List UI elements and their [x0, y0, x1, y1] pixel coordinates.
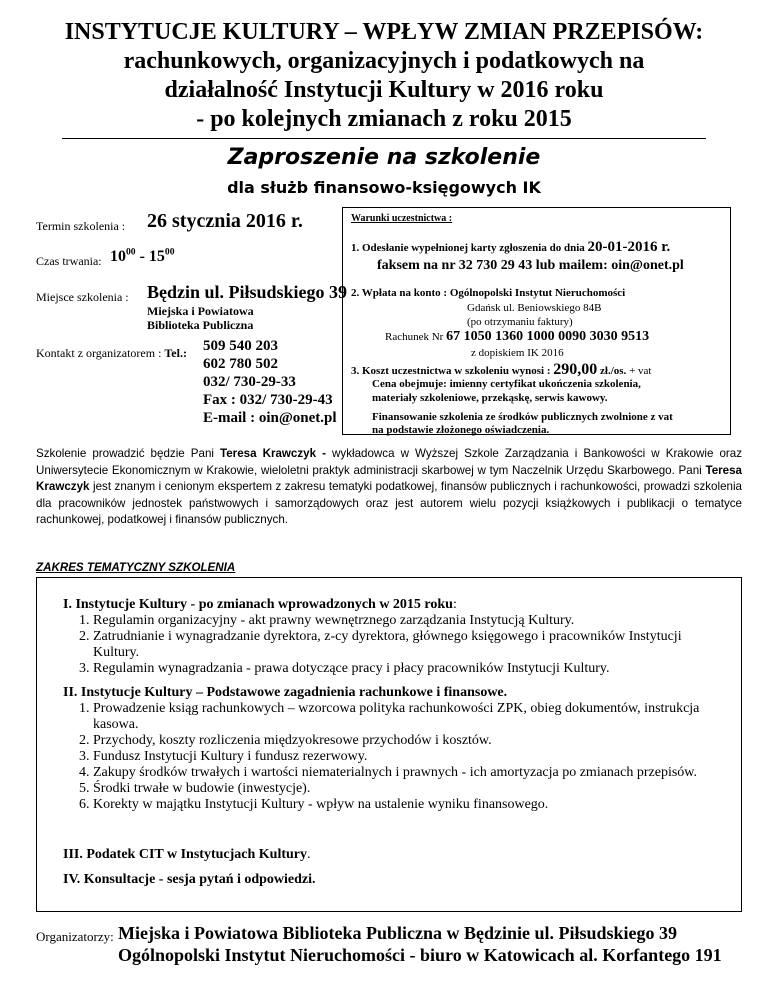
organizers-label: Organizatorzy: — [36, 929, 114, 944]
scope-section-2: II. Instytucje Kultury – Podstawowe zagadnienia rachunkowe i finansowe. 1. Prowadzenie ksiąg rachunkowych – wzorcowa polityka rachunkowości ZPK, obieg dokumentów, instrukcja kasowa. 2. Przychody, koszty rozliczenia międzyokresowe przychodów i kosztów. 3. Fundusz Instytucji Kultury i fundusz rezerwowy. 4. Zakupy środków trwałych i wartości niematerialnych i prawnych - ich amortyzacja po zmianach przepisów. 5. Środki trwałe w budowie (inwestycje). 6. Korekty w majątku Instytucji Kultury - wpływ na ustalenie wyniku finansowego. — [63, 685, 723, 813]
email: E-mail : oin@onet.pl — [203, 410, 337, 426]
contact-label: Kontakt z organizatorem : Tel.: — [36, 346, 187, 360]
scope-section-1: I. Instytucje Kultury - po zmianach wprowadzonych w 2015 roku: 1. Regulamin organizacyjny - akt prawny wewnętrznego zarządzania Instytucją Kultury. 2. Zatrudnianie i wynagradzanie dyrektora, z-cy dyrektora, głównego księgowego i pracowników Instytucji Kultury. 3. Regulamin wynagradzania - prawa dotyczące pracy i płacy pracowników Instytucji Kultury. — [63, 597, 723, 677]
title-line-1: INSTYTUCJE KULTURY – WPŁYW ZMIAN PRZEPISÓW: — [64, 19, 704, 45]
condition-3: 3. Koszt uczestnictwa w szkoleniu wynosi : 290,00 zł./os. + vat — [351, 361, 652, 378]
scope-heading: ZAKRES TEMATYCZNY SZKOLENIA — [36, 561, 236, 574]
condition-1-contact: faksem na nr 32 730 29 43 lub mailem: oin@onet.pl — [377, 258, 684, 273]
condition-2: 2. Wpłata na konto : Ogólnopolski Instytut Nieruchomości — [351, 287, 626, 299]
place-label: Miejsce szkolenia : — [36, 290, 129, 304]
time-label: Czas trwania: — [36, 254, 102, 268]
place-value: Będzin ul. Piłsudskiego 39 — [147, 282, 348, 302]
scope-section-3: III. Podatek CIT w Instytucjach Kultury. — [63, 847, 311, 862]
contact-list — [203, 337, 337, 427]
scope-section-4: IV. Konsultacje - sesja pytań i odpowiedzi. — [63, 872, 316, 887]
condition-2-address: Gdańsk ul. Beniowskiego 84B — [467, 302, 602, 314]
list-item: 1. Prowadzenie ksiąg rachunkowych – wzorcowa polityka rachunkowości ZPK, obieg dokumentów, instrukcja kasowa. — [93, 701, 723, 733]
condition-1: 1. Odesłanie wypełnionej karty zgłoszenia do dnia 20-01-2016 r. — [351, 239, 671, 255]
trainer-paragraph: Szkolenie prowadzić będzie Pani Teresa Krawczyk - wykładowca w Wyższej Szkole Zarządzania i Bankowości w Krakowie oraz Uniwersytecie Ekonomicznym w Krakowie, wieloletni praktyk administracji skarbowej w tym Naczelnik Urzędu Skarbowego. Pani Teresa Krawczyk jest znanym i cenionym ekspertem z zakresu tematyki podatkowej, finansów publicznych i rachunkowości, prowadzi szkolenia dla pracowników jednostek państwowych i samorządowych oraz jest autorem wielu pozycji książkowych i publikacji o tematyce rachunkowej, podatkowej i finansów publicznych. — [36, 447, 742, 526]
condition-3-includes-1: Cena obejmuje: imienny certyfikat ukończenia szkolenia, — [372, 378, 641, 390]
title-line-2: rachunkowych, organizacyjnych i podatkowych na — [123, 48, 645, 74]
tel-2: 602 780 502 — [203, 356, 278, 372]
list-item: 2. Zatrudnianie i wynagradzanie dyrektora, z-cy dyrektora, głównego księgowego i pracowników Instytucji Kultury. — [93, 629, 723, 661]
fax: Fax : 032/ 730-29-43 — [203, 392, 333, 408]
invite-heading: Zaproszenie na szkolenie — [227, 145, 541, 170]
account-note: z dopiskiem IK 2016 — [471, 347, 564, 359]
organizer-2: Ogólnopolski Instytut Nieruchomości - biuro w Katowicach al. Korfantego 191 — [118, 945, 722, 965]
conditions-heading: Warunki uczestnictwa : — [351, 213, 453, 224]
tel-3: 032/ 730-29-33 — [203, 374, 296, 390]
date-label: Termin szkolenia : — [36, 219, 126, 233]
list-item: 3. Fundusz Instytucji Kultury i fundusz rezerwowy. — [93, 749, 723, 765]
document-title — [0, 18, 768, 134]
funding-note: Finansowanie szkolenia ze środków publicznych zwolnione z vat na podstawie złożonego oświadczenia. — [372, 411, 673, 436]
target-audience: dla służb finansowo-księgowych IK — [227, 178, 541, 197]
organizer-1: Miejska i Powiatowa Biblioteka Publiczna w Będzinie ul. Piłsudskiego 39 — [118, 923, 678, 943]
conditions-box — [342, 207, 731, 435]
list-item: 4. Zakupy środków trwałych i wartości niematerialnych i prawnych - ich amortyzacja po zmianach przepisów. — [93, 765, 723, 781]
list-item: 5. Środki trwałe w budowie (inwestycje). — [93, 781, 723, 797]
tel-1: 509 540 203 — [203, 338, 278, 354]
date-value: 26 stycznia 2016 r. — [147, 210, 303, 232]
header-divider — [62, 138, 706, 139]
time-value: $10^{00} - 15^{00}$ — [110, 246, 175, 265]
list-item: 2. Przychody, koszty rozliczenia międzyokresowe przychodów i kosztów. — [93, 733, 723, 749]
condition-2-note: (po otrzymaniu faktury) — [467, 316, 573, 328]
place-line-3: Biblioteka Publiczna — [147, 318, 254, 332]
account-number: Rachunek Nr 67 1050 1360 1000 0090 3030 9513 — [385, 329, 650, 344]
title-line-4: - po kolejnych zmianach z roku 2015 — [196, 106, 572, 132]
list-item: 6. Korekty w majątku Instytucji Kultury - wpływ na ustalenie wyniku finansowego. — [93, 797, 723, 813]
scope-box — [36, 577, 742, 912]
list-item: 1. Regulamin organizacyjny - akt prawny wewnętrznego zarządzania Instytucją Kultury. — [93, 613, 723, 629]
place-line-2: Miejska i Powiatowa — [147, 304, 254, 318]
condition-3-includes-2: materiały szkoleniowe, przekąskę, serwis kawowy. — [372, 392, 608, 404]
title-line-3: działalność Instytucji Kultury w 2016 roku — [164, 77, 604, 103]
list-item: 3. Regulamin wynagradzania - prawa dotyczące pracy i płacy pracowników Instytucji Kultury. — [93, 661, 723, 677]
